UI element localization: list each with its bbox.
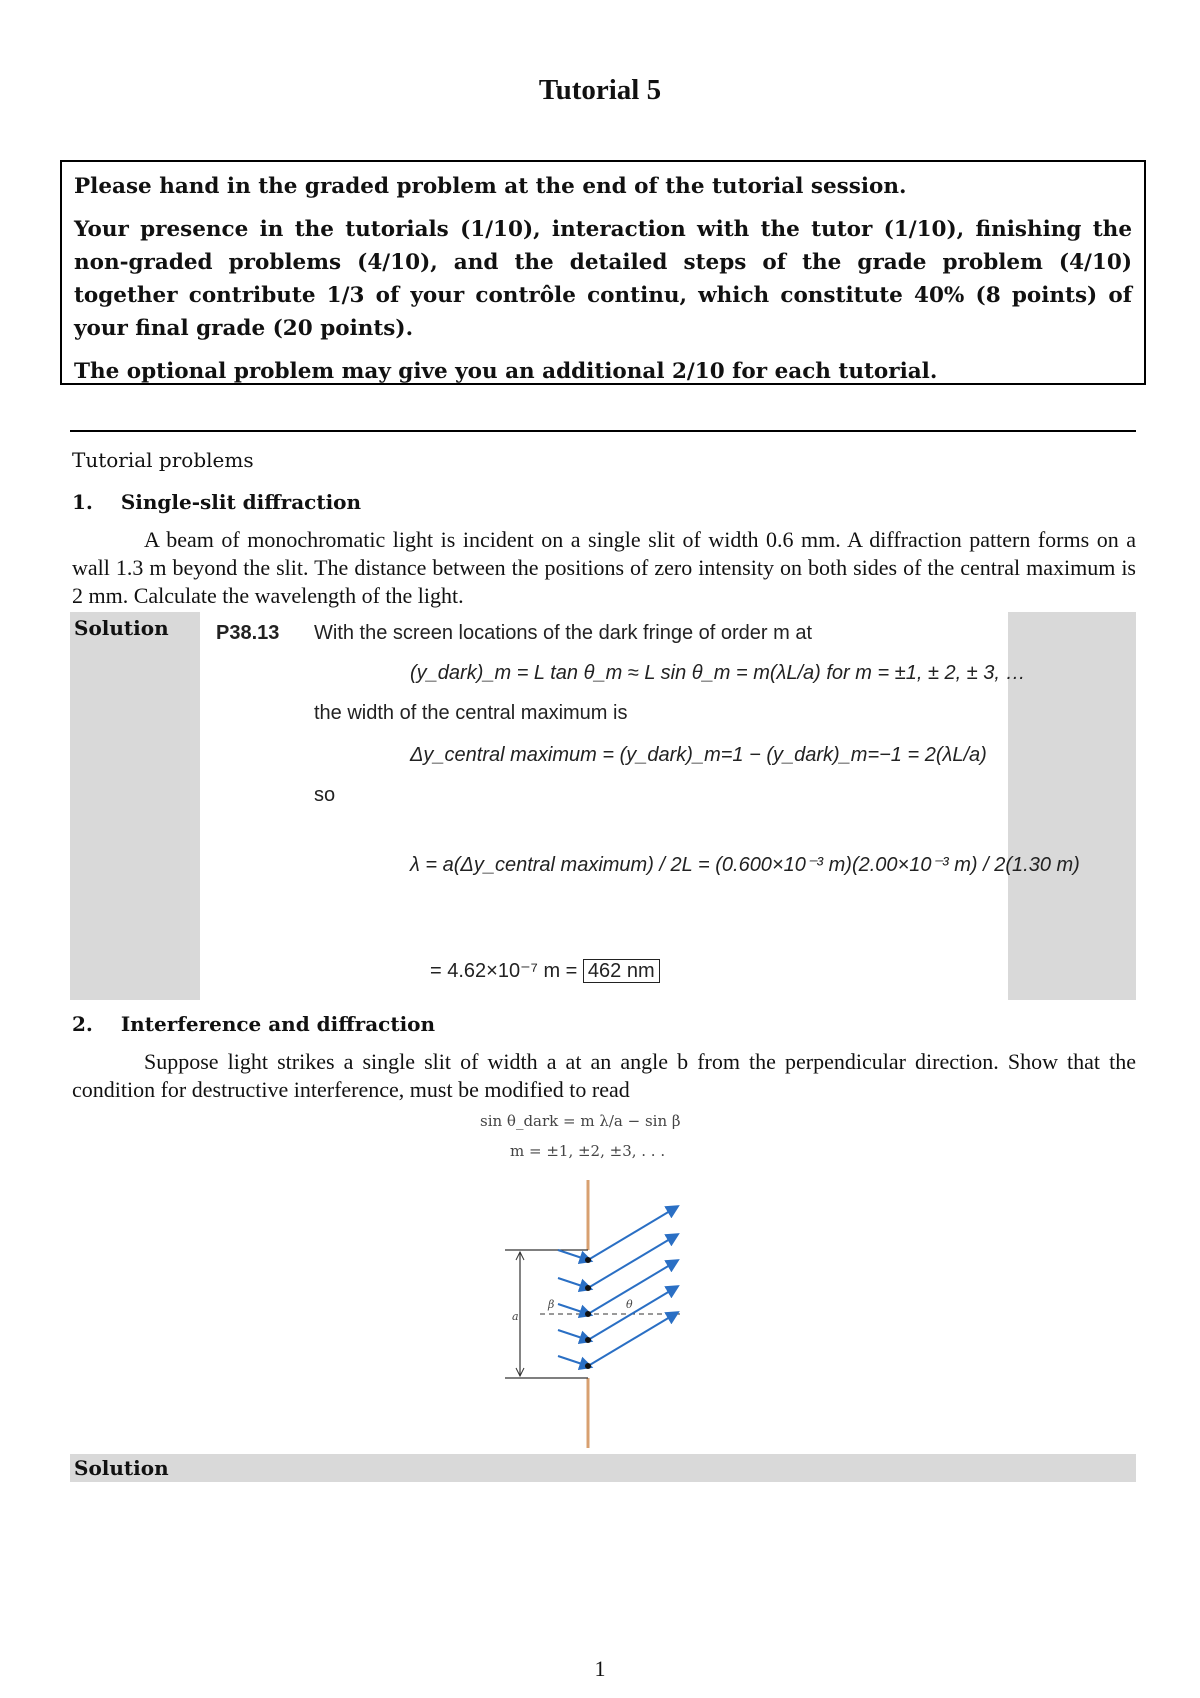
solution-problem-code: P38.13 (216, 622, 280, 644)
slit-diagram (500, 1180, 712, 1450)
incident-ray-2 (558, 1278, 588, 1288)
formula-line-1: sin θ_dark = m λ/a − sin β (480, 1112, 681, 1130)
formula-line-2: m = ±1, ±2, ±3, . . . (510, 1142, 666, 1160)
problem-1-title: Single-slit diffraction (120, 490, 362, 514)
problem-2-formula (420, 1100, 710, 1170)
incident-ray-3 (558, 1304, 588, 1314)
problem-2-heading (72, 1012, 435, 1036)
label-width-a: a (512, 1310, 519, 1323)
incident-ray-5 (558, 1356, 588, 1366)
solution-line-7 (430, 958, 660, 983)
section-heading: Tutorial problems (72, 448, 254, 472)
solution-line-6: λ = a(Δy_central maximum) / 2L = (0.600×10⁻³ m)(2.00×10⁻³ m) / 2(1.30 m) (410, 854, 1080, 876)
solution-result-text: = 4.62×10⁻⁷ m = (430, 960, 578, 982)
problem-2-solution-panel (70, 1454, 1136, 1482)
notice-line-3: The optional problem may give you an additional 2/10 for each tutorial. (74, 359, 938, 384)
slit-diagram-svg (500, 1180, 712, 1450)
problem-2-solution-label: Solution (74, 1456, 169, 1480)
problem-2-number: 2. (72, 1012, 93, 1036)
diffracted-ray-5 (588, 1314, 675, 1366)
page-title: Tutorial 5 (538, 74, 662, 106)
section-divider (70, 430, 1136, 432)
solution-line-1: With the screen locations of the dark fringe of order m at (314, 622, 813, 644)
notice-line-1: Please hand in the graded problem at the end of the tutorial session. (74, 174, 907, 199)
label-beta: β (548, 1298, 555, 1311)
problem-2-title: Interference and diffraction (120, 1012, 436, 1036)
diffracted-ray-2 (588, 1236, 675, 1288)
problem-1-solution-image (200, 612, 1080, 1000)
solution-answer-box: 462 nm (583, 959, 660, 983)
problem-1-text: A beam of monochromatic light is incident on a single slit of width 0.6 mm. A diffraction pattern forms on a wall 1.3 m beyond the slit. The distance between the positions of zero intensity on both sides of the central maximum is 2 mm. Calculate the wavelength of the light. (72, 527, 1136, 608)
notice-line-2: Your presence in the tutorials (1/10), interaction with the tutor (1/10), finishing the non-graded problems (4/10), and the detailed steps of the grade problem (4/10) together contribute 1/3 of your contrôle continu, which constitute 40% (8 points) of your final grade (20 points). (74, 217, 1132, 341)
problem-1-solution-panel (70, 612, 1136, 1000)
solution-line-2: (y_dark)_m = L tan θ_m ≈ L sin θ_m = m(λL/a) for m = ±1, ± 2, ± 3, … (410, 662, 1026, 684)
problem-1-number: 1. (72, 490, 93, 514)
label-theta: θ (626, 1298, 633, 1311)
incident-ray-4 (558, 1330, 588, 1340)
incident-ray-1 (558, 1250, 588, 1260)
solution-line-4: Δy_central maximum = (y_dark)_m=1 − (y_dark)_m=−1 = 2(λL/a) (410, 744, 987, 766)
solution-line-5: so (314, 784, 336, 806)
problem-2-text: Suppose light strikes a single slit of width a at an angle b from the perpendicular direction. Show that the condition for destructive interference, must be modified to read (72, 1049, 1136, 1102)
problem-1-solution-label: Solution (74, 616, 169, 640)
solution-line-3: the width of the central maximum is (314, 702, 628, 724)
notice-box (60, 160, 1146, 385)
diffracted-ray-1 (588, 1208, 675, 1260)
problem-1-heading (72, 490, 361, 514)
page-number: 1 (594, 1656, 606, 1681)
